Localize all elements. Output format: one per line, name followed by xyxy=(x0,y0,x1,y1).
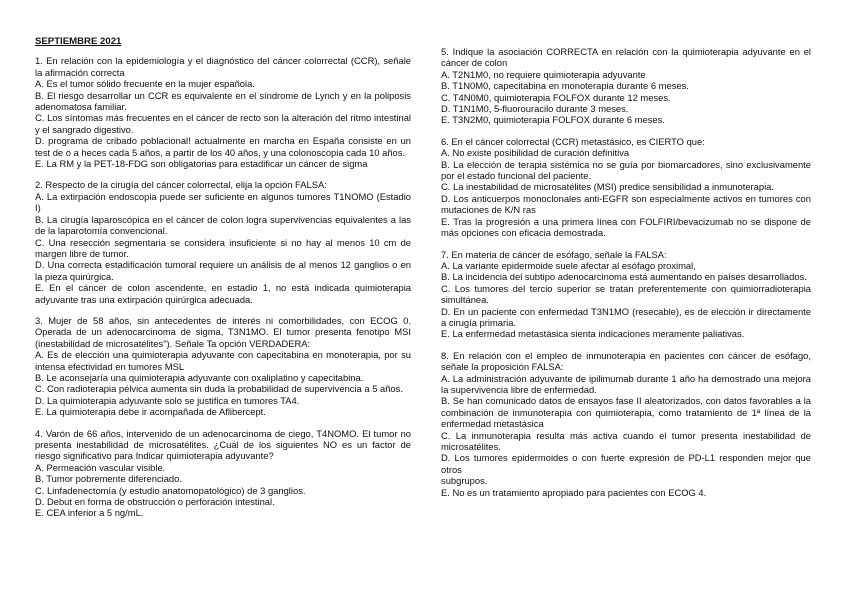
question-stem: 4. Varón de 66 años, intervenido de un adenocarcinoma de ciego, T4NOMO. El tumor no presenta inestabilidad de microsatélites. ¿Cuál de los siguientes NO es un factor de riesgo significativo para Indicar quimioterapia adyuvante? xyxy=(35,427,411,462)
left-question-list xyxy=(35,55,411,518)
answer-option: D. Debut en forma de obstrucción o perforación intestinal. xyxy=(35,496,275,508)
question-block xyxy=(441,46,811,126)
answer-option: A. Permeación vascular visible. xyxy=(35,461,166,473)
answer-option: E. Tras la progresión a una primera línea con FOLFIRI/bevacizumab no se dispone de más opciones con eficacia demostrada. xyxy=(441,215,811,239)
exam-heading: SEPTIEMBRE 2021 xyxy=(35,36,122,47)
answer-option: E. CEA inferior a 5 ng/mL. xyxy=(35,507,144,519)
answer-option: E. La enfermedad metastásica sienta indicaciones meramente paliativas. xyxy=(441,328,745,340)
answer-option: C. T4N0M0, quimioterapia FOLFOX durante 12 meses. xyxy=(441,91,671,103)
question-block xyxy=(441,249,811,340)
question-stem: 5. Indique la asociación CORRECTA en relación con la quimioterapia adyuvante en el cáncer de colon xyxy=(441,46,811,69)
answer-option: B. Tumor pobremente diferenciado. xyxy=(35,473,182,485)
answer-option: A. La administración adyuvante de ipilimumab durante 1 año ha demostrado una mejora la supervivencia libre de enfermedad. xyxy=(441,372,811,395)
answer-option: B. T1N0M0, capecitabina en monoterapia durante 6 meses. xyxy=(441,80,689,92)
answer-option: A. T2N1M0, no requiere quimioterapia adyuvante xyxy=(441,68,646,80)
answer-option: subgrupos. xyxy=(441,475,488,487)
answer-option: C. La inmunoterapia resulta más activa cuando el tumor presenta inestabilidad de microsatélites. xyxy=(441,429,811,452)
answer-option: D. Los anticuerpos monoclonales anti-EGFR son especialmente activos en tumores con mutaciones de K/N ras xyxy=(441,192,811,216)
answer-option: B. La elección de terapia sistémica no se guía por biomarcadores, sino exclusivamente por el estado funcional del paciente. xyxy=(441,158,811,182)
answer-option: D. La quimioterapia adyuvante solo se justifica en tumores TA4. xyxy=(35,394,300,406)
answer-option: C. Con radioterapia pélvica aumenta sin duda la probabilidad de supervivencia a 5 años. xyxy=(35,383,403,395)
answer-option: C. Los tumores del tercio superior se tratan preferentemente con quimiorradioterapia simultánea. xyxy=(441,282,811,306)
question-stem: 8. En relación con el empleo de inmunoterapia en pacientes con cáncer de esófago, señale la proposición FALSA: xyxy=(441,349,811,373)
question-stem: 7. En materia de cáncer de esófago, señale la FALSA: xyxy=(441,248,667,260)
question-stem: 2. Respecto de la cirugía del cáncer colorrectal, elija la opción FALSA: xyxy=(35,179,327,191)
question-block xyxy=(35,55,411,169)
answer-option: A. Es el tumor sólido frecuente en la mujer española. xyxy=(35,78,255,90)
answer-option: C. La inestabilidad de microsatélites (MSI) predice sensibilidad a inmunoterapia. xyxy=(441,181,774,193)
answer-option: D. programa de cribado poblacional! actualmente en marcha en España consiste en un test de o a heces cada 5 años, a partir de los 40 años, y una colonoscopia cada 10 años. xyxy=(35,135,411,158)
right-column xyxy=(441,46,811,599)
answer-option: A. La variante epidermoide suele afectar al esófago proximal, xyxy=(441,259,696,271)
answer-option: C. Los síntomas más frecuentes en el cáncer de recto son la alteración del ritmo intestinal y el sangrado digestivo. xyxy=(35,112,411,135)
answer-option: B. Se han comunicado datos de ensayos fase II aleatorizados, con datos favorables a la combinación de inmunoterapia con quimioterapia, como tratamiento de 1ª línea de la enfermedad metastásica xyxy=(441,395,811,430)
answer-option: B. La cirugía laparoscópica en el cáncer de colon logra supervivencias equivalentes a las de la laparotomía convencional. xyxy=(35,213,411,237)
answer-option: B. Le aconsejaría una quimioterapia adyuvante con oxaliplatino y capecitabina. xyxy=(35,371,364,383)
answer-option: E. T3N2M0, quimioterapia FOLFOX durante 6 meses. xyxy=(441,114,665,126)
answer-option: E. La RM y la PET-18-FDG son obligatorias para estadificar un cáncer de sigma xyxy=(35,158,368,170)
question-stem: 1. En relación con la epidemiología y el diagnóstico del cáncer colorrectal (CCR), señale la afirmación correcta xyxy=(35,55,411,78)
answer-option: B. La incidencia del subtipo adenocarcinoma está aumentando en países desarrollados. xyxy=(441,271,807,283)
answer-option: E. No es un tratamiento apropiado para pacientes con ECOG 4. xyxy=(441,486,707,498)
answer-option: A. La extirpación endoscopia puede ser suficiente en algunos tumores T1NOMO (Estadio I) xyxy=(35,190,411,214)
answer-option: D. Una correcta estadificación tumoral requiere un análisis de al menos 12 ganglios o en la pieza quirúrgica. xyxy=(35,259,411,282)
answer-option: E. La quimioterapia debe ir acompañada de Aflibercept. xyxy=(35,406,266,418)
question-block xyxy=(35,428,411,519)
question-block xyxy=(35,315,411,418)
right-question-list xyxy=(441,46,811,498)
answer-option: D. En un paciente con enfermedad T3N1MO (resecable), es de elección ir directamente a cirugía primaria. xyxy=(441,305,811,328)
answer-option: A. Es de elección una quimioterapia adyuvante con capecitabina en monoterapia, por su intensa efectividad en tumores MSL xyxy=(35,349,411,372)
answer-option: C. Linfadenectomía (y estudio anatomopatológico) de 3 ganglios. xyxy=(35,484,306,496)
answer-option: C. Una resección segmentaria se considera insuficiente si no hay al menos 10 cm de margen libre de tumor. xyxy=(35,236,411,259)
answer-option: B. El riesgo desarrollar un CCR es equivalente en el síndrome de Lynch y en la poliposis adenomatosa familiar. xyxy=(35,89,411,113)
answer-option: A. No existe posibilidad de curación definitiva xyxy=(441,147,630,159)
left-column xyxy=(35,36,411,599)
question-block xyxy=(35,179,411,304)
question-stem: 3. Mujer de 58 años, sin antecedentes de interés ni comorbilidades, con ECOG 0. Operada de un adenocarcinoma de sigma, T3N1MO. El tumor presenta fenotipo MSI (inestabilidad de microsatélites"). Señale Ta opción VERDADERA: xyxy=(35,314,411,349)
question-stem: 6. En el cáncer colorrectal (CCR) metastásico, es CIERTO que: xyxy=(441,135,705,147)
question-block xyxy=(441,136,811,239)
answer-option: E. En el cáncer de colon ascendente, en estadio 1, no está indicada quimioterapia adyuvante tras una extirpación quirúrgica adecuada. xyxy=(35,282,411,305)
answer-option: D. Los tumores epidermoides o con fuerte expresión de PD-L1 responden mejor que otros xyxy=(441,452,811,475)
question-block xyxy=(441,350,811,498)
answer-option: D. T1N1M0, 5-fluorouracilo durante 3 meses. xyxy=(441,103,629,115)
